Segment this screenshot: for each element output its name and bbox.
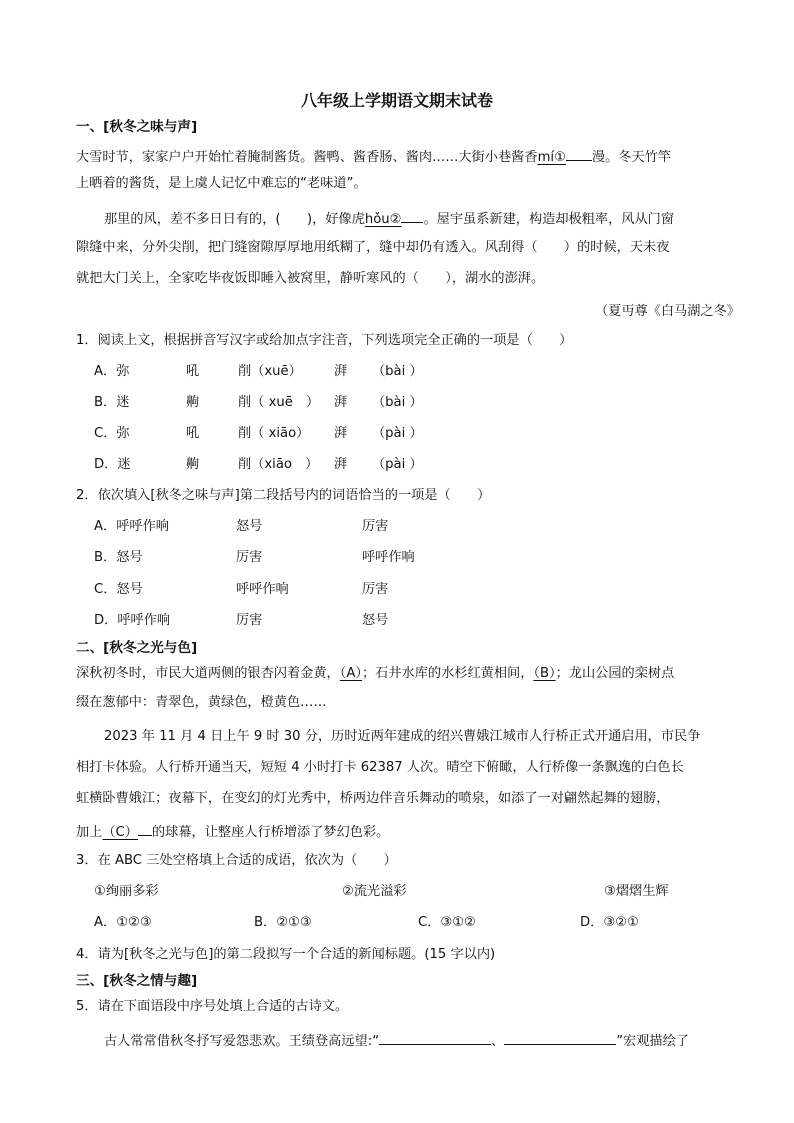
passage1-line3: 那里的风，差不多日日有的，( )，好像虎hǒu② 。屋宇虽系新建，构造却极粗率，风从门窗 [104,208,674,229]
passage1-line4: 隙缝中来，分外尖削，把门缝窗隙厚厚地用纸糊了，缝中却仍有透入。风刮得（ ）的时候，天未夜 [76,240,670,255]
option-C: C．③①② [418,915,476,930]
passage2-line3: 2023 年 11 月 4 日上午 9 时 30 分，历时近两年建成的绍兴曹娥江城市人行桥正式开通启用，市民争 [104,729,701,744]
passage1-line5: 就把大门关上，全家吃毕夜饭即睡入被窝里，静听寒风的（ ），湖水的澎湃。 [76,271,545,286]
question-4-stem: 4．请为[秋冬之光与色]的第二段拟写一个合适的新闻标题。(15 字以内) [76,947,496,962]
passage2-line5: 虹横卧曹娥江；夜幕下，在变幻的灯光秀中，桥两边伴音乐舞动的喷泉，如添了一对翩然起舞的翅膀， [76,791,670,806]
idiom-2: ②流光溢彩 [342,884,407,899]
pinyin-blank-2: hǒu② [364,212,402,227]
section-heading-3: 三、[秋冬之情与趣] [76,973,198,989]
passage2-line2: 缀在葱郁中：青翠色，黄绿色，橙黄色…… [76,695,327,710]
section-heading-2: 二、[秋冬之光与色] [76,640,198,656]
page-title: 八年级上学期语文期末试卷 [300,91,493,110]
section-heading-1: 一、[秋冬之味与声] [76,119,198,135]
blank-C: （C） [102,825,138,840]
passage2-line6: 加上（C） 的球幕，让整座人行桥增添了梦幻色彩。 [76,821,389,842]
option-B: B．②①③ [254,915,312,930]
option-A: A．①②③ [94,915,152,930]
blank-B: （B） [533,666,556,681]
option-D: D．③②① [580,915,639,930]
passage3-line1: 古人常常借秋冬抒写爱怨悲欢。王绩登高远望:“ 、 ”宏观描绘了 [104,1030,689,1051]
question-3-stem: 3．在 ABC 三处空格填上合适的成语，依次为（ ） [76,853,397,868]
fill-blank [566,146,592,161]
question-5-stem: 5．请在下面语段中序号处填上合适的古诗文。 [76,999,349,1014]
question-2-stem: 2．依次填入[秋冬之味与声]第二段括号内的词语恰当的一项是（ ） [76,488,491,503]
poem-blank-2 [504,1030,616,1045]
passage1-line2: 上晒着的酱货，是上虞人记忆中难忘的“老味道”。 [76,176,367,191]
passage2-line4: 相打卡体验。人行桥开通当天，短短 4 小时打卡 62387 人次。晴空下俯瞰，人行桥像一条飘逸的白色长 [76,760,684,775]
fill-blank [401,208,423,223]
idiom-3: ③熠熠生辉 [604,884,669,899]
poem-blank-1 [379,1030,491,1045]
exam-page: 八年级上学期语文期末试卷 一、[秋冬之味与声] 大雪时节，家家户户开始忙着腌制酱货。酱鸭、酱香肠、酱肉……大街小巷酱香mí① 漫。冬天竹竿 上晒着的酱货，是上虞人记忆中难忘的“老味道”。 那里的风，差不多日日有的，( )，好像虎hǒu② 。屋宇虽系新建，构造却极粗率，风从门窗 隙缝中来，分外尖削，把门缝窗隙厚厚地用纸糊了，缝中却仍有透入。风刮得（ ）的时候，天未夜 就把大门关上，全家吃毕夜饭即睡入被窝里，静听寒风的（ ），湖水的澎湃。 （夏丏尊《白马湖之冬》 1．阅读上文，根据拼音写汉字或给加点字注音，下列选项完全正确的一项是（ ） A．弥 吼 削（xuē） 湃 （bài ） B．迷 齁 削（ xuē ） 湃 （bài ） C．弥 吼 削（ xiāo） 湃 （pài ） D．迷 齁 削（xiāo ） 湃 （pài ） 2．依次填入[秋冬之味与声]第二段括号内的词语恰当的一项是（ ） A．呼呼作响 怒号 厉害 B．怒号 厉害 呼呼作响 C．怒号 呼呼作响 厉害 D．呼呼作响 厉害 怒号 二、[秋冬之光与色] 深秋初冬时，市民大道两侧的银杏闪着金黄，（A）；石井水库的水杉红黄相间，（B）；龙山公园的栾树点 缀在葱郁中：青翠色，黄绿色，橙黄色…… 2023 年 11 月 4 日上午 9 时 30 分，历时近两年建成的绍兴曹娥江城市人行桥正式开通启用，市民争 相打卡体验。人行桥开通当天，短短 4 小时打卡 62387 人次。晴空下俯瞰，人行桥像一条飘逸的白色长 虹横卧曹娥江；夜幕下，在变幻的灯光秀中，桥两边伴音乐舞动的喷泉，如添了一对翩然起舞的翅膀， 加上（C） 的球幕，让整座人行桥增添了梦幻色彩。 3．在 ABC 三处空格填上合适的成语，依次为（ ） ①绚丽多彩 ②流光溢彩 ③熠熠生辉 A．①②③ B．②①③ C．③①② D．③②① 4．请为[秋冬之光与色]的第二段拟写一个合适的新闻标题。(15 字以内) 三、[秋冬之情与趣] 5．请在下面语段中序号处填上合适的古诗文。 古人常常借秋冬抒写爱怨悲欢。王绩登高远望:“ 、 ”宏观描绘了 [0,0,794,1123]
passage1-line1: 大雪时节，家家户户开始忙着腌制酱货。酱鸭、酱香肠、酱肉……大街小巷酱香mí① 漫。冬天竹竿 [76,146,671,167]
passage2-line1: 深秋初冬时，市民大道两侧的银杏闪着金黄，（A）；石井水库的水杉红黄相间，（B）；龙山公园的栾树点 [76,666,675,681]
question-1-stem: 1．阅读上文，根据拼音写汉字或给加点字注音，下列选项完全正确的一项是（ ） [76,333,573,348]
blank-A: （A） [339,666,362,681]
passage-source: （夏丏尊《白马湖之冬》 [594,304,740,319]
pinyin-blank-1: mí① [537,150,566,165]
idiom-1: ①绚丽多彩 [94,884,159,899]
